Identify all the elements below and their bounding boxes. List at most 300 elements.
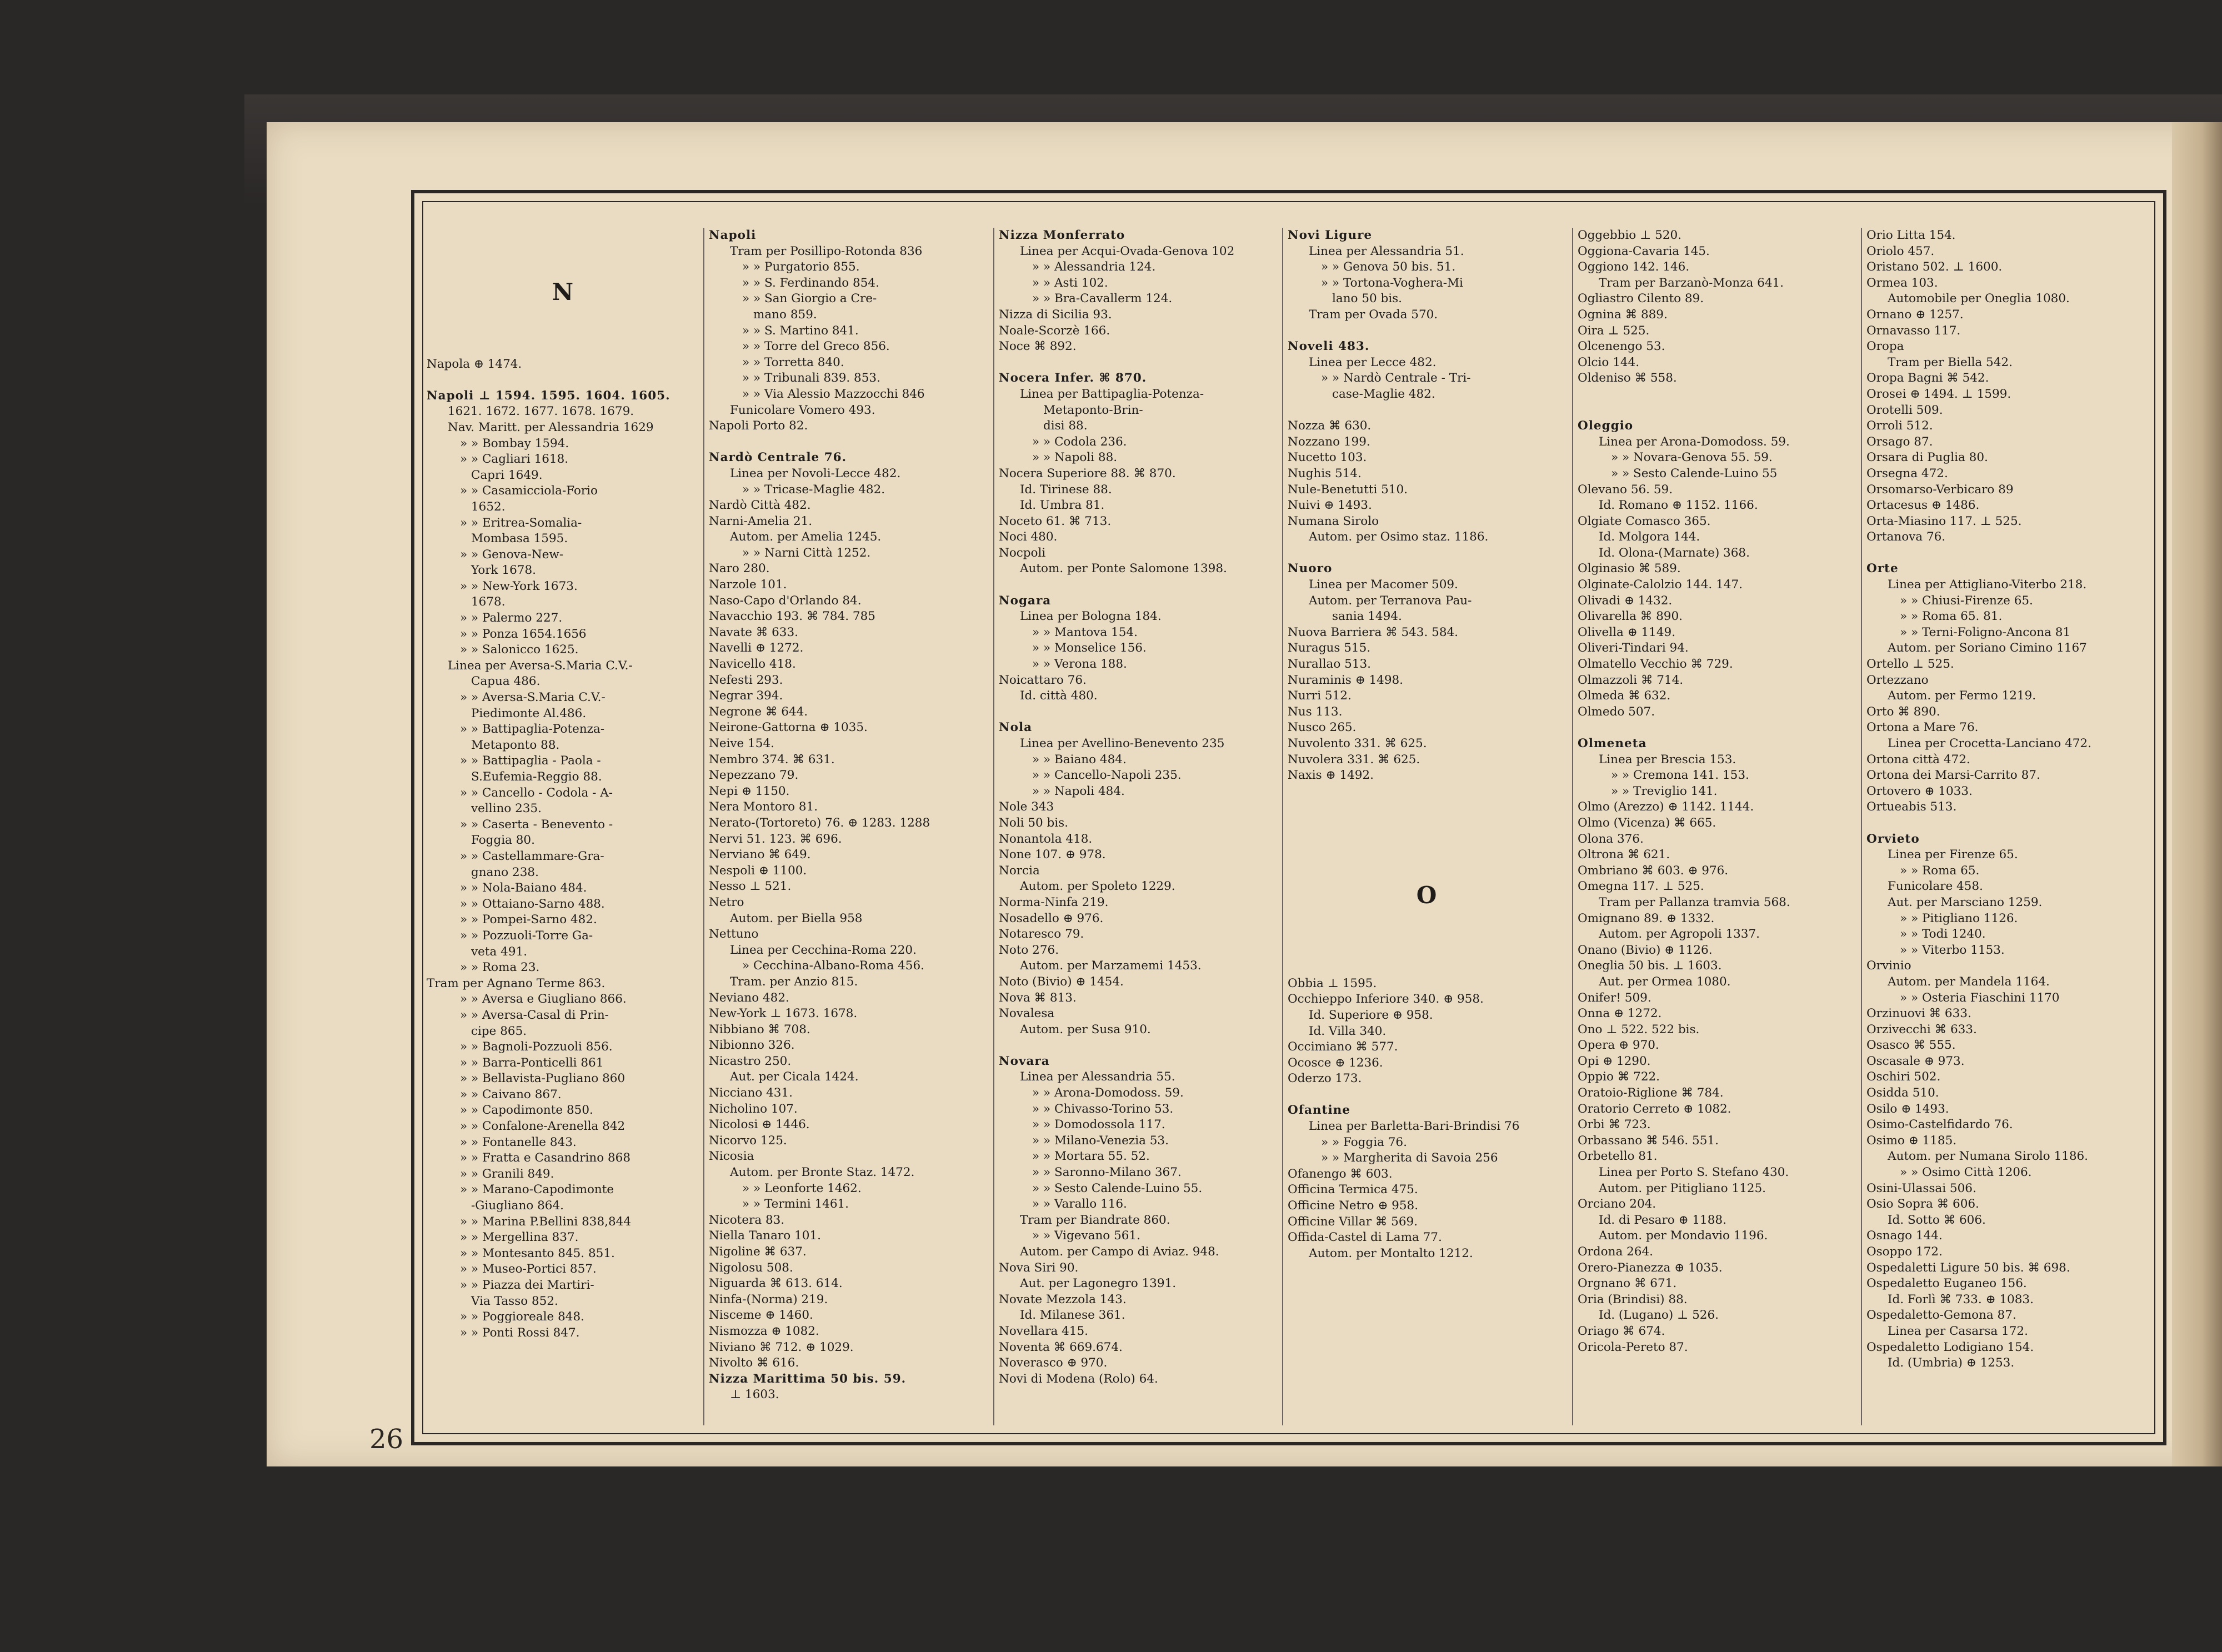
index-entry: Osimo ⊕ 1185.: [1866, 1133, 1957, 1148]
index-entry: Norma-Ninfa 219.: [999, 895, 1109, 909]
index-entry: Nule-Benetutti 510.: [1288, 482, 1408, 497]
index-entry: » » Castellammare-Gra-: [460, 849, 604, 863]
index-entry: » » Pompei-Sarno 482.: [460, 913, 597, 927]
index-entry: Negrar 394.: [709, 689, 783, 703]
index-entry: » Cecchina-Albano-Roma 456.: [742, 959, 924, 973]
index-entry: Linea per Porto S. Stefano 430.: [1599, 1165, 1789, 1180]
index-entry: » » Aversa e Giugliano 866.: [460, 992, 627, 1007]
index-entry: Nucetto 103.: [1288, 450, 1367, 465]
index-entry: » » Verona 188.: [1032, 657, 1127, 672]
line-spacer: [427, 372, 699, 388]
index-entry: Orbetello 81.: [1578, 1149, 1658, 1164]
index-entry: Numana Sirolo: [1288, 514, 1379, 528]
index-entry: Oliveri-Tindari 94.: [1578, 641, 1689, 655]
index-entry: Ospedaletto-Gemona 87.: [1866, 1308, 2016, 1323]
index-entry: Nuragus 515.: [1288, 641, 1371, 655]
index-entry: Tram. per Anzio 815.: [730, 974, 858, 989]
index-entry: Osnago 144.: [1866, 1229, 1943, 1243]
index-entry: Officine Villar ⌘ 569.: [1288, 1214, 1418, 1229]
index-entry: Orotelli 509.: [1866, 403, 1943, 417]
index-entry: Id. Molgora 144.: [1599, 530, 1700, 544]
line-spacer: [427, 259, 699, 276]
index-entry: » » Roma 65.: [1900, 863, 1980, 878]
index-entry: Orta-Miasino 117. ⊥ 525.: [1866, 514, 2022, 528]
index-entry: New-York ⊥ 1673. 1678.: [709, 1007, 858, 1021]
index-entry: Id. Milanese 361.: [1020, 1308, 1125, 1323]
index-entry: Linea per Battipaglia-Potenza-: [1020, 387, 1204, 401]
index-entry: » » Saronno-Milano 367.: [1032, 1165, 1182, 1180]
index-entry: » » San Giorgio a Cre-: [742, 292, 877, 306]
index-entry: Nembro 374. ⌘ 631.: [709, 752, 835, 767]
index-entry: Linea per Bologna 184.: [1020, 609, 1162, 624]
index-entry: Autom. per Osimo staz. 1186.: [1309, 530, 1489, 544]
index-entry: Noverasco ⊕ 970.: [999, 1356, 1108, 1370]
index-entry: Tram per Posillipo-Rotonda 836: [730, 244, 923, 258]
line-spacer: [427, 309, 699, 325]
index-entry: Opi ⊕ 1290.: [1578, 1054, 1651, 1068]
index-entry: Olivella ⊕ 1149.: [1578, 625, 1676, 639]
index-entry: Orto ⌘ 890.: [1866, 704, 1940, 719]
index-entry: Nole 343: [999, 800, 1054, 814]
index-entry: Id. città 480.: [1020, 689, 1098, 703]
index-entry: Olmatello Vecchio ⌘ 729.: [1578, 657, 1733, 672]
index-entry: Ognina ⌘ 889.: [1578, 307, 1668, 322]
line-spacer: [709, 434, 987, 450]
index-entry: » » Via Alessio Mazzocchi 846: [742, 387, 925, 401]
index-entry: Ortezzano: [1866, 673, 1929, 687]
section-letter: O: [1416, 882, 1437, 909]
index-entry: Ortona dei Marsi-Carrito 87.: [1866, 768, 2040, 783]
index-entry: » » Nola-Baiano 484.: [460, 881, 587, 895]
index-entry: » » Piazza dei Martiri-: [460, 1278, 594, 1292]
line-spacer: [1288, 1087, 1565, 1103]
line-spacer: [1288, 815, 1565, 832]
index-entry: » » Cagliari 1618.: [460, 452, 569, 467]
index-entry: Orciano 204.: [1578, 1197, 1657, 1212]
index-entry: Nervi 51. 123. ⌘ 696.: [709, 832, 842, 846]
index-entry: Oratoio-Riglione ⌘ 784.: [1578, 1086, 1724, 1100]
index-entry: Ono ⊥ 522. 522 bis.: [1578, 1022, 1700, 1037]
index-entry: » » S. Ferdinando 854.: [742, 276, 879, 290]
index-heading: Oleggio: [1578, 419, 1634, 433]
index-entry: Orvinio: [1866, 959, 1911, 973]
index-entry: Nicolosi ⊕ 1446.: [709, 1118, 810, 1132]
index-entry: Olivarella ⌘ 890.: [1578, 609, 1683, 624]
column-divider: [703, 228, 704, 1425]
index-entry: Oggiono 142. 146.: [1578, 260, 1690, 274]
index-entry: Nuivi ⊕ 1493.: [1288, 498, 1372, 513]
index-entry: » » Todi 1240.: [1900, 927, 1986, 942]
index-entry: » » Fratta e Casandrino 868: [460, 1151, 631, 1165]
index-entry: Nerviano ⌘ 649.: [709, 848, 811, 862]
index-entry: » » Genova-New-: [460, 547, 564, 562]
index-entry: Officina Termica 475.: [1288, 1183, 1418, 1197]
index-entry: » » Ottaiano-Sarno 488.: [460, 897, 605, 911]
index-entry: Niella Tanaro 101.: [709, 1229, 821, 1243]
index-entry: Osimo-Castelfidardo 76.: [1866, 1118, 2013, 1132]
index-entry: » » Battipaglia - Paola -: [460, 754, 601, 768]
index-entry: Orroli 512.: [1866, 419, 1933, 433]
index-entry: » » Capodimonte 850.: [460, 1103, 593, 1118]
index-heading: Nizza Marittima 50 bis. 59.: [709, 1371, 907, 1386]
index-entry: Noto (Bivio) ⊕ 1454.: [999, 974, 1124, 989]
index-entry: Tram per Pallanza tramvia 568.: [1599, 895, 1790, 909]
index-entry: Olmeda ⌘ 632.: [1578, 689, 1671, 703]
line-spacer: [999, 355, 1277, 371]
index-entry: Nusco 265.: [1288, 720, 1357, 735]
index-entry: Nepi ⊕ 1150.: [709, 784, 790, 798]
index-entry: Nigolosu 508.: [709, 1260, 793, 1275]
index-entry: » » Genova 50 bis. 51.: [1321, 260, 1456, 274]
index-entry: Automobile per Oneglia 1080.: [1888, 292, 2070, 306]
index-entry: » » Purgatorio 855.: [742, 260, 860, 274]
index-entry: Foggia 80.: [471, 833, 535, 848]
index-entry: Nocpoli: [999, 545, 1046, 560]
index-entry: Linea per Avellino-Benevento 235: [1020, 737, 1225, 750]
index-entry: » » Bellavista-Pugliano 860: [460, 1072, 625, 1086]
index-entry: Id. Umbra 81.: [1020, 498, 1105, 513]
index-entry: Oricola-Pereto 87.: [1578, 1340, 1688, 1354]
index-entry: Olmedo 507.: [1578, 704, 1655, 719]
index-entry: Osoppo 172.: [1866, 1245, 1943, 1259]
index-entry: Oneglia 50 bis. ⊥ 1603.: [1578, 959, 1722, 973]
index-entry: » » Novara-Genova 55. 59.: [1611, 450, 1773, 465]
index-entry: Novate Mezzola 143.: [999, 1292, 1127, 1306]
line-spacer: [1288, 863, 1565, 879]
index-entry: Omignano 89. ⊕ 1332.: [1578, 911, 1715, 925]
index-entry: Autom. per Numana Sirolo 1186.: [1888, 1149, 2089, 1164]
index-entry: Osasco ⌘ 555.: [1866, 1038, 1956, 1053]
index-entry: » » Torre del Greco 856.: [742, 339, 890, 354]
index-entry: Id. di Pesaro ⊕ 1188.: [1599, 1213, 1726, 1227]
index-entry: Ortovero ⊕ 1033.: [1866, 784, 1973, 798]
index-heading: Nizza Monferrato: [999, 228, 1125, 242]
index-entry: Linea per Macomer 509.: [1309, 578, 1458, 592]
index-entry: Id. Sotto ⌘ 606.: [1888, 1213, 1986, 1227]
index-entry: case-Maglie 482.: [1332, 387, 1435, 401]
index-entry: Aut. per Lagonegro 1391.: [1020, 1276, 1177, 1291]
index-heading: Nuoro: [1288, 562, 1333, 576]
index-entry: » » Palermo 227.: [460, 611, 563, 625]
line-spacer: [427, 228, 699, 244]
line-spacer: [1866, 545, 2144, 562]
index-entry: Nozzano 199.: [1288, 434, 1370, 449]
index-entry: Nisceme ⊕ 1460.: [709, 1308, 813, 1323]
index-entry: Noceto 61. ⌘ 713.: [999, 514, 1112, 528]
index-entry: Olginate-Calolzio 144. 147.: [1578, 578, 1743, 592]
index-entry: » » Bombay 1594.: [460, 436, 569, 450]
index-entry: Nera Montoro 81.: [709, 800, 818, 814]
index-entry: » » Arona-Domodoss. 59.: [1032, 1086, 1184, 1100]
index-entry: Ospedaletti Ligure 50 bis. ⌘ 698.: [1866, 1260, 2070, 1275]
index-entry: » » Aversa-Casal di Prin-: [460, 1008, 609, 1022]
index-entry: Tram per Ovada 570.: [1309, 307, 1438, 322]
index-entry: » » Tortona-Voghera-Mi: [1321, 276, 1463, 290]
index-entry: Olcio 144.: [1578, 355, 1640, 369]
index-entry: » » Domodossola 117.: [1032, 1118, 1165, 1132]
index-entry: » » Osteria Fiaschini 1170: [1900, 990, 2060, 1005]
index-entry: Opera ⊕ 970.: [1578, 1038, 1659, 1053]
index-entry: Nurallao 513.: [1288, 657, 1371, 672]
section-letter: N: [552, 278, 574, 306]
index-entry: » » Tricase-Maglie 482.: [742, 482, 885, 497]
line-spacer: [1288, 832, 1565, 848]
index-entry: Oria (Brindisi) 88.: [1578, 1292, 1688, 1306]
line-spacer: [427, 244, 699, 260]
column-divider: [1861, 228, 1862, 1425]
line-spacer: [1288, 323, 1565, 339]
index-entry: Autom. per Mondavio 1196.: [1599, 1229, 1768, 1243]
index-entry: Ordona 264.: [1578, 1245, 1653, 1259]
index-entry: Norcia: [999, 863, 1040, 878]
index-entry: 1652.: [471, 499, 506, 514]
index-entry: Id. Forlì ⌘ 733. ⊕ 1083.: [1888, 1292, 2034, 1306]
index-column-1: [427, 228, 699, 1341]
index-entry: Ortona a Mare 76.: [1866, 720, 1979, 735]
index-entry: Osio Sopra ⌘ 606.: [1866, 1197, 1979, 1212]
index-entry: » » Barra-Ponticelli 861: [460, 1055, 604, 1070]
index-entry: Nefesti 293.: [709, 673, 783, 687]
index-entry: » » Sesto Calende-Luino 55: [1611, 466, 1778, 480]
index-entry: Id. Superiore ⊕ 958.: [1309, 1008, 1433, 1022]
index-entry: Via Tasso 852.: [471, 1294, 558, 1308]
index-entry: » » Bra-Cavallerm 124.: [1032, 292, 1173, 306]
line-spacer: [1288, 944, 1565, 960]
index-entry: » » Pozzuoli-Torre Ga-: [460, 928, 593, 943]
index-heading: Orvieto: [1866, 832, 1920, 846]
index-entry: Offida-Castel di Lama 77.: [1288, 1230, 1442, 1245]
index-entry: Nocera Superiore 88. ⌘ 870.: [999, 466, 1176, 480]
index-entry: Ombriano ⌘ 603. ⊕ 976.: [1578, 863, 1729, 878]
index-entry: Ofanengo ⌘ 603.: [1288, 1167, 1393, 1181]
index-heading: Nocera Infer. ⌘ 870.: [999, 371, 1147, 386]
column-divider: [1282, 228, 1283, 1425]
index-entry: Linea per Alessandria 51.: [1309, 244, 1464, 258]
index-entry: Orsegna 472.: [1866, 466, 1948, 480]
index-entry: Olgiate Comasco 365.: [1578, 514, 1711, 528]
index-entry: Narzole 101.: [709, 578, 787, 592]
index-entry: Onifer! 509.: [1578, 990, 1652, 1005]
index-entry: Linea per Crocetta-Lanciano 472.: [1888, 737, 2091, 750]
index-entry: Nerato-(Tortoreto) 76. ⊕ 1283. 1288: [709, 815, 930, 830]
index-entry: Oggiona-Cavaria 145.: [1578, 244, 1710, 258]
index-entry: » » Viterbo 1153.: [1900, 943, 2005, 957]
index-entry: Piedimonte Al.486.: [471, 706, 587, 720]
index-entry: Obbia ⊥ 1595.: [1288, 976, 1377, 990]
index-entry: » » Codola 236.: [1032, 434, 1127, 449]
index-entry: Linea per Casarsa 172.: [1888, 1324, 2028, 1338]
index-entry: Id. Olona-(Marnate) 368.: [1599, 545, 1750, 560]
index-entry: Novalesa: [999, 1007, 1055, 1021]
index-entry: Orsomarso-Verbicaro 89: [1866, 482, 2014, 497]
index-entry: Autom. per Bronte Staz. 1472.: [730, 1165, 915, 1180]
index-entry: » » Cancello - Codola - A-: [460, 785, 613, 800]
index-entry: Onano (Bivio) ⊕ 1126.: [1578, 943, 1713, 957]
index-entry: Nicciano 431.: [709, 1086, 793, 1100]
index-entry: » » Baiano 484.: [1032, 752, 1127, 767]
index-heading: Orte: [1866, 562, 1899, 576]
index-entry: Occimiano ⌘ 577.: [1288, 1040, 1398, 1054]
index-entry: Ninfa-(Norma) 219.: [709, 1292, 828, 1306]
index-entry: Ortanova 76.: [1866, 530, 1946, 544]
index-entry: Napola ⊕ 1474.: [427, 357, 522, 371]
index-entry: Id. (Umbria) ⊕ 1253.: [1888, 1356, 2015, 1370]
index-entry: Orzivecchi ⌘ 633.: [1866, 1022, 1977, 1037]
index-entry: Olcenengo 53.: [1578, 339, 1665, 354]
index-entry: Tram per Barzanò-Monza 641.: [1599, 276, 1784, 290]
index-entry: » » Margherita di Savoia 256: [1321, 1151, 1498, 1165]
index-entry: » » Ponti Rossi 847.: [460, 1325, 580, 1340]
index-entry: Nibionno 326.: [709, 1038, 795, 1053]
line-spacer: [1578, 387, 1855, 403]
index-entry: Capua 486.: [471, 674, 541, 689]
index-entry: Ornavasso 117.: [1866, 323, 1961, 338]
line-spacer: [1866, 815, 2144, 832]
column-divider: [1572, 228, 1573, 1425]
index-entry: » » Osimo Città 1206.: [1900, 1165, 2032, 1180]
index-entry: Novellara 415.: [999, 1324, 1088, 1338]
index-entry: Funicolare 458.: [1888, 879, 1983, 894]
index-heading: Napoli: [709, 228, 757, 242]
index-entry: » » Confalone-Arenella 842: [460, 1119, 625, 1134]
index-entry: Noicattaro 76.: [999, 673, 1087, 687]
index-entry: » » New-York 1673.: [460, 579, 578, 593]
index-entry: » » Aversa-S.Maria C.V.-: [460, 690, 605, 705]
index-entry: Autom. per Campo di Aviaz. 948.: [1020, 1245, 1219, 1259]
index-entry: » » Termini 1461.: [742, 1197, 849, 1212]
index-entry: Officine Netro ⊕ 958.: [1288, 1199, 1419, 1213]
index-entry: Navicello 418.: [709, 657, 796, 672]
index-entry: Autom. per Spoleto 1229.: [1020, 879, 1175, 894]
index-entry: » » Eritrea-Somalia-: [460, 515, 582, 530]
index-entry: Ormea 103.: [1866, 276, 1938, 290]
index-entry: » » Terni-Foligno-Ancona 81: [1900, 625, 2071, 639]
index-entry: Metaponto-Brin-: [1043, 403, 1143, 417]
index-heading: Napoli ⊥ 1594. 1595. 1604. 1605.: [427, 388, 670, 403]
index-entry: sania 1494.: [1332, 609, 1402, 624]
index-entry: » » Cremona 141. 153.: [1611, 768, 1749, 783]
column-divider: [993, 228, 994, 1425]
index-entry: Navacchio 193. ⌘ 784. 785: [709, 609, 875, 624]
index-entry: Autom. per Montalto 1212.: [1309, 1246, 1473, 1260]
index-entry: Neirone-Gattorna ⊕ 1035.: [709, 720, 868, 735]
index-entry: Narni-Amelia 21.: [709, 514, 813, 528]
index-entry: Osini-Ulassai 506.: [1866, 1181, 1976, 1195]
index-entry: » » Caivano 867.: [460, 1087, 562, 1102]
line-spacer: [1288, 784, 1565, 800]
index-entry: Neive 154.: [709, 737, 774, 750]
line-spacer: [427, 324, 699, 341]
index-entry: Oriolo 457.: [1866, 244, 1935, 258]
index-entry: disi 88.: [1043, 419, 1088, 433]
index-entry: Oropa Bagni ⌘ 542.: [1866, 371, 1989, 386]
index-entry: Oira ⊥ 525.: [1578, 323, 1650, 338]
index-entry: Linea per Aversa-S.Maria C.V.-: [448, 658, 633, 673]
index-entry: Oltrona ⌘ 621.: [1578, 848, 1670, 862]
index-entry: Ortacesus ⊕ 1486.: [1866, 498, 1980, 513]
index-entry: Nova ⌘ 813.: [999, 990, 1077, 1005]
index-entry: Metaponto 88.: [471, 738, 560, 752]
index-entry: Nuvolento 331. ⌘ 625.: [1288, 737, 1427, 750]
index-entry: Nova Siri 90.: [999, 1260, 1079, 1275]
index-entry: » » Museo-Portici 857.: [460, 1262, 597, 1276]
index-entry: Onna ⊕ 1272.: [1578, 1007, 1662, 1021]
index-entry: Linea per Acqui-Ovada-Genova 102: [1020, 244, 1235, 258]
index-entry: Neviano 482.: [709, 990, 789, 1005]
index-entry: Notaresco 79.: [999, 927, 1084, 942]
index-entry: Oppio ⌘ 722.: [1578, 1070, 1660, 1084]
index-entry: » » Varallo 116.: [1032, 1197, 1127, 1212]
index-entry: -Giugliano 864.: [471, 1199, 564, 1213]
index-entry: Nosadello ⊕ 976.: [999, 911, 1104, 925]
index-entry: » » Foggia 76.: [1321, 1135, 1407, 1149]
index-entry: Autom. per Amelia 1245.: [730, 530, 882, 544]
index-column-6: [1866, 228, 2144, 1371]
index-entry: Orsara di Puglia 80.: [1866, 450, 1988, 465]
index-entry: » » Nardò Centrale - Tri-: [1321, 371, 1471, 386]
index-entry: » » Pitigliano 1126.: [1900, 911, 2018, 925]
index-entry: Ospedaletto Euganeo 156.: [1866, 1276, 2027, 1291]
index-entry: Autom. per Fermo 1219.: [1888, 689, 2036, 703]
index-entry: Autom. per Biella 958: [730, 911, 863, 925]
index-entry: Autom. per Susa 910.: [1020, 1022, 1151, 1037]
index-entry: mano 859.: [753, 307, 817, 322]
index-entry: Naro 280.: [709, 562, 770, 576]
index-entry: gnano 238.: [471, 865, 539, 879]
index-entry: Nepezzano 79.: [709, 768, 799, 783]
index-entry: Ornano ⊕ 1257.: [1866, 307, 1964, 322]
index-entry: Orbassano ⌘ 546. 551.: [1578, 1133, 1719, 1148]
index-heading: Ofantine: [1288, 1103, 1350, 1118]
index-entry: Linea per Arona-Domodoss. 59.: [1599, 434, 1790, 449]
index-entry: Mombasa 1595.: [471, 532, 568, 546]
index-entry: » » Vigevano 561.: [1032, 1229, 1140, 1243]
index-entry: » » Marano-Capodimonte: [460, 1183, 614, 1197]
index-entry: » » Alessandria 124.: [1032, 260, 1156, 274]
index-entry: Nughis 514.: [1288, 466, 1362, 480]
index-entry: Olmazzoli ⌘ 714.: [1578, 673, 1684, 687]
index-entry: S.Eufemia-Reggio 88.: [471, 770, 602, 784]
index-entry: Novi di Modena (Rolo) 64.: [999, 1371, 1158, 1386]
index-entry: Oschiri 502.: [1866, 1070, 1941, 1084]
index-entry: Nettuno: [709, 927, 759, 942]
index-entry: veta 491.: [471, 944, 528, 959]
index-entry: Nicorvo 125.: [709, 1133, 787, 1148]
index-entry: Oristano 502. ⊥ 1600.: [1866, 260, 2003, 274]
line-spacer: [999, 577, 1277, 593]
index-entry: Naxis ⊕ 1492.: [1288, 768, 1374, 783]
index-entry: ⊥ 1603.: [730, 1388, 779, 1402]
index-entry: Linea per Cecchina-Roma 220.: [730, 943, 917, 957]
index-entry: Linea per Lecce 482.: [1309, 355, 1437, 369]
index-heading: Nogara: [999, 593, 1052, 608]
index-entry: Noce ⌘ 892.: [999, 339, 1077, 354]
index-entry: Nicotera 83.: [709, 1213, 785, 1227]
index-entry: Nozza ⌘ 630.: [1288, 419, 1372, 433]
index-entry: » » Casamicciola-Forio: [460, 484, 598, 498]
index-entry: Nivolto ⌘ 616.: [709, 1356, 799, 1370]
page-number: 26: [369, 1424, 404, 1455]
index-entry: » » Tribunali 839. 853.: [742, 371, 880, 386]
index-entry: Nuova Barriera ⌘ 543. 584.: [1288, 625, 1459, 639]
index-column-5: [1578, 228, 1855, 1355]
index-entry: Linea per Brescia 153.: [1599, 752, 1736, 767]
index-entry: Id. Villa 340.: [1309, 1024, 1387, 1038]
index-heading: Nardò Centrale 76.: [709, 450, 847, 465]
index-entry: » » Fontanelle 843.: [460, 1135, 577, 1149]
index-entry: Osidda 510.: [1866, 1086, 1939, 1100]
index-entry: Ogliastro Cilento 89.: [1578, 292, 1704, 306]
